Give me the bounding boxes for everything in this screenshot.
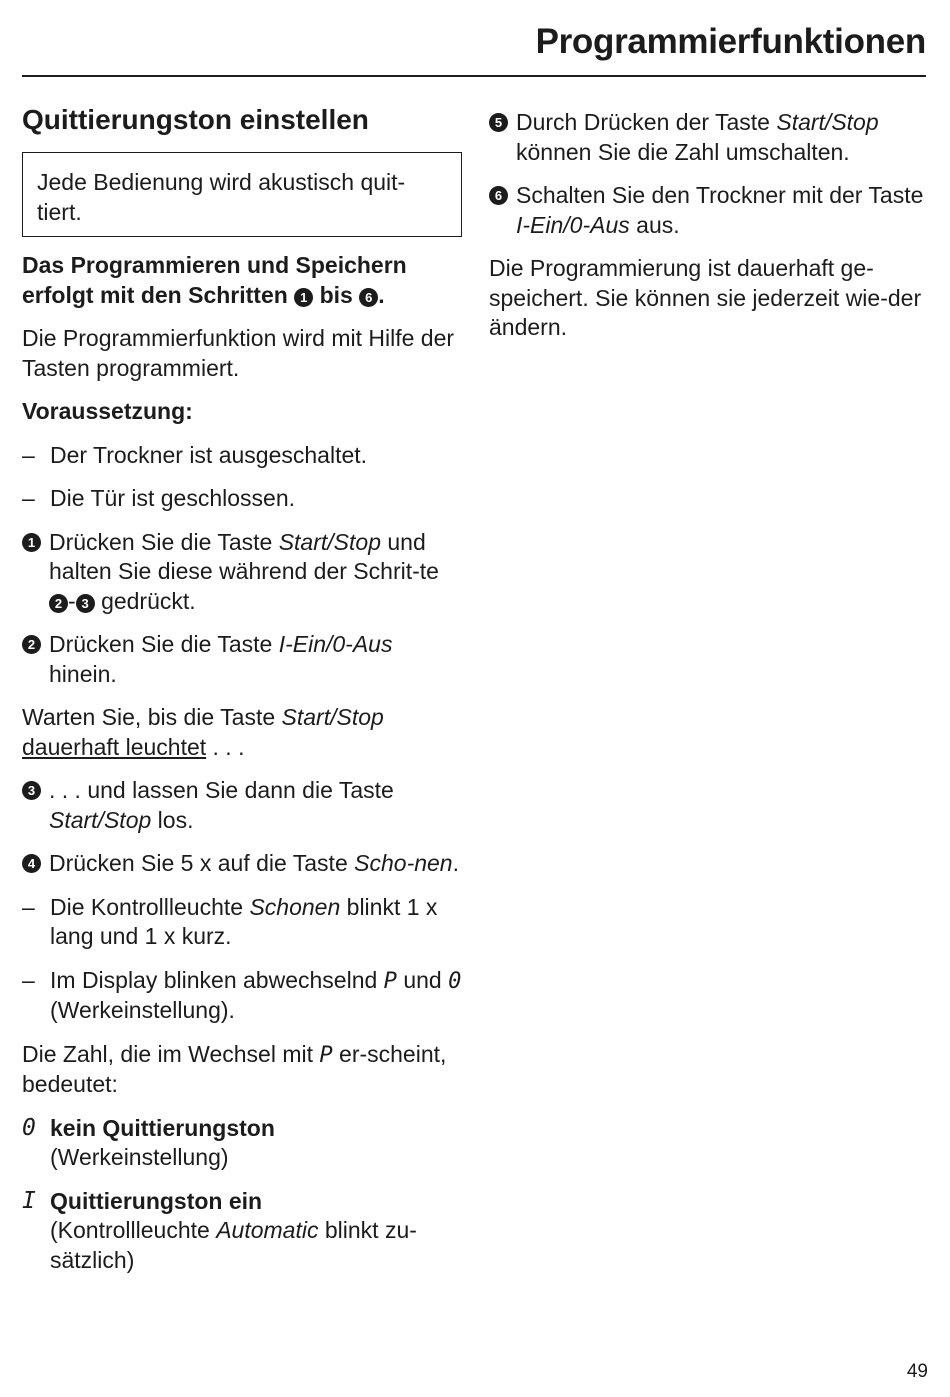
dash-bullet: –: [22, 966, 35, 993]
step-text-part: können Sie die Zahl umschalten.: [516, 138, 850, 165]
step-3: [22, 776, 462, 835]
step-1: [22, 528, 462, 617]
step-number-badge: 3: [22, 781, 41, 800]
key-name: I-Ein/0-Aus: [516, 211, 630, 238]
intro-bold-end: .: [378, 281, 385, 308]
sub-item-text: [50, 893, 462, 952]
wait-paragraph: [22, 703, 462, 762]
step-2: [22, 630, 462, 689]
key-name: Start/Stop: [278, 528, 381, 555]
option-code: 0: [22, 1114, 36, 1141]
step-6: [489, 181, 929, 240]
requirement-text: Der Trockner ist ausgeschaltet.: [50, 441, 368, 468]
sub-text-part: blinkt 1 x lang und 1 x kurz.: [50, 893, 438, 949]
underlined-text: dauerhaft leuchtet: [22, 733, 207, 760]
sub-item: [22, 966, 462, 1026]
meaning-paragraph: [22, 1040, 462, 1100]
range-separator: -: [68, 587, 76, 614]
step-text-part: Drücken Sie die Taste: [49, 631, 273, 657]
step-text: [49, 776, 462, 835]
key-name: Scho-nen: [354, 850, 453, 876]
step-text-part: . . . und lassen Sie dann die Taste: [49, 777, 394, 803]
step-text-part: Drücken Sie 5 x auf die Taste: [49, 850, 348, 876]
step-number-badge: 1: [22, 533, 41, 552]
display-glyph: P: [383, 968, 397, 994]
option-item: [22, 1114, 462, 1173]
indicator-name: Schonen: [249, 893, 341, 920]
intro-bold-text: Das Programmieren und Speichern erfolgt mit den Schritten: [22, 252, 407, 308]
step-text-part: .: [452, 850, 459, 876]
header-divider: [22, 75, 926, 77]
key-name: Start/Stop: [776, 109, 879, 135]
sub-text-part: (Werkeinstellung).: [50, 997, 235, 1023]
right-column: [489, 108, 929, 357]
step-text-part: Durch Drücken der Taste: [516, 109, 770, 135]
key-name: I-Ein/0-Aus: [278, 631, 393, 657]
step-badge-6: 6: [359, 288, 378, 307]
sub-text-part: und: [403, 966, 442, 993]
step-badge-3: 3: [76, 594, 95, 613]
meaning-text: Die Zahl, die im Wechsel mit: [22, 1040, 313, 1067]
step-text-part: aus.: [636, 211, 680, 238]
step-text: [49, 630, 462, 689]
step-text-part: los.: [157, 806, 194, 833]
step-text: [516, 181, 929, 240]
dash-bullet: –: [22, 441, 35, 468]
step-text: [49, 528, 462, 617]
option-desc: (Kontrollleuchte: [50, 1217, 210, 1243]
step-number-badge: 4: [22, 854, 41, 873]
display-glyph: P: [319, 1042, 333, 1068]
step-text-part: Schalten Sie den Trockner mit der Taste: [516, 182, 924, 208]
step-text: [49, 849, 462, 879]
meaning-text: er-scheint, bedeutet:: [22, 1040, 447, 1097]
step-number-badge: 5: [489, 113, 508, 132]
step-badge-1: 1: [294, 288, 313, 307]
key-name: Start/Stop: [49, 806, 152, 833]
sub-item: [22, 893, 462, 952]
step-badge-2: 2: [49, 594, 68, 613]
intro-paragraph: Die Programmierfunktion wird mit Hilfe der Tasten programmiert.: [22, 325, 455, 381]
requirement-label: Voraussetzung:: [22, 398, 193, 424]
dash-bullet: –: [22, 893, 35, 920]
dash-bullet: –: [22, 485, 35, 511]
option-desc: (Werkeinstellung): [50, 1144, 229, 1170]
sub-text-part: Die Kontrollleuchte: [50, 893, 244, 920]
sub-text-part: Im Display blinken abwechselnd: [50, 966, 378, 993]
key-name: Start/Stop: [281, 704, 384, 730]
step-number-badge: 6: [489, 186, 508, 205]
step-5: [489, 108, 929, 167]
step-text-part: Drücken Sie die Taste: [49, 528, 273, 555]
option-title: Quittierungston ein: [50, 1187, 263, 1214]
step-text-part: gedrückt.: [101, 587, 196, 614]
step-text-part: und halten Sie diese während der Schrit-te: [49, 528, 439, 584]
page-number: 49: [906, 1361, 928, 1382]
wait-text: Warten Sie, bis die Taste: [22, 704, 276, 730]
indicator-name: Automatic: [216, 1217, 319, 1243]
option-title: kein Quittierungston: [50, 1114, 275, 1141]
page-title: Programmierfunktionen: [535, 22, 926, 61]
option-code: I: [22, 1187, 36, 1214]
note-text: Jede Bedienung wird akustisch quit-tiert.: [37, 169, 406, 225]
step-4: [22, 849, 462, 879]
option-text: [50, 1114, 462, 1173]
requirement-text: Die Tür ist geschlossen.: [50, 485, 296, 511]
step-number-badge: 2: [22, 635, 41, 654]
requirement-item: [22, 484, 462, 514]
ellipsis: . . .: [212, 733, 245, 760]
option-item: [22, 1187, 462, 1276]
intro-bold: [22, 251, 462, 310]
note-box: [22, 152, 462, 237]
display-glyph: 0: [448, 968, 462, 994]
left-column: [22, 102, 462, 1289]
option-text: [50, 1187, 462, 1276]
option-desc: blinkt zu-sätzlich): [50, 1217, 417, 1273]
sub-item-text: [50, 966, 462, 1026]
requirement-item: [22, 441, 462, 471]
step-text: [516, 108, 929, 167]
intro-bold-mid: bis: [319, 281, 353, 308]
closing-paragraph: Die Programmierung ist dauerhaft ge-speichert. Sie können sie jederzeit wie-der ändern.: [489, 255, 922, 340]
section-title: Quittierungston einstellen: [22, 104, 369, 135]
step-text-part: hinein.: [49, 660, 117, 687]
